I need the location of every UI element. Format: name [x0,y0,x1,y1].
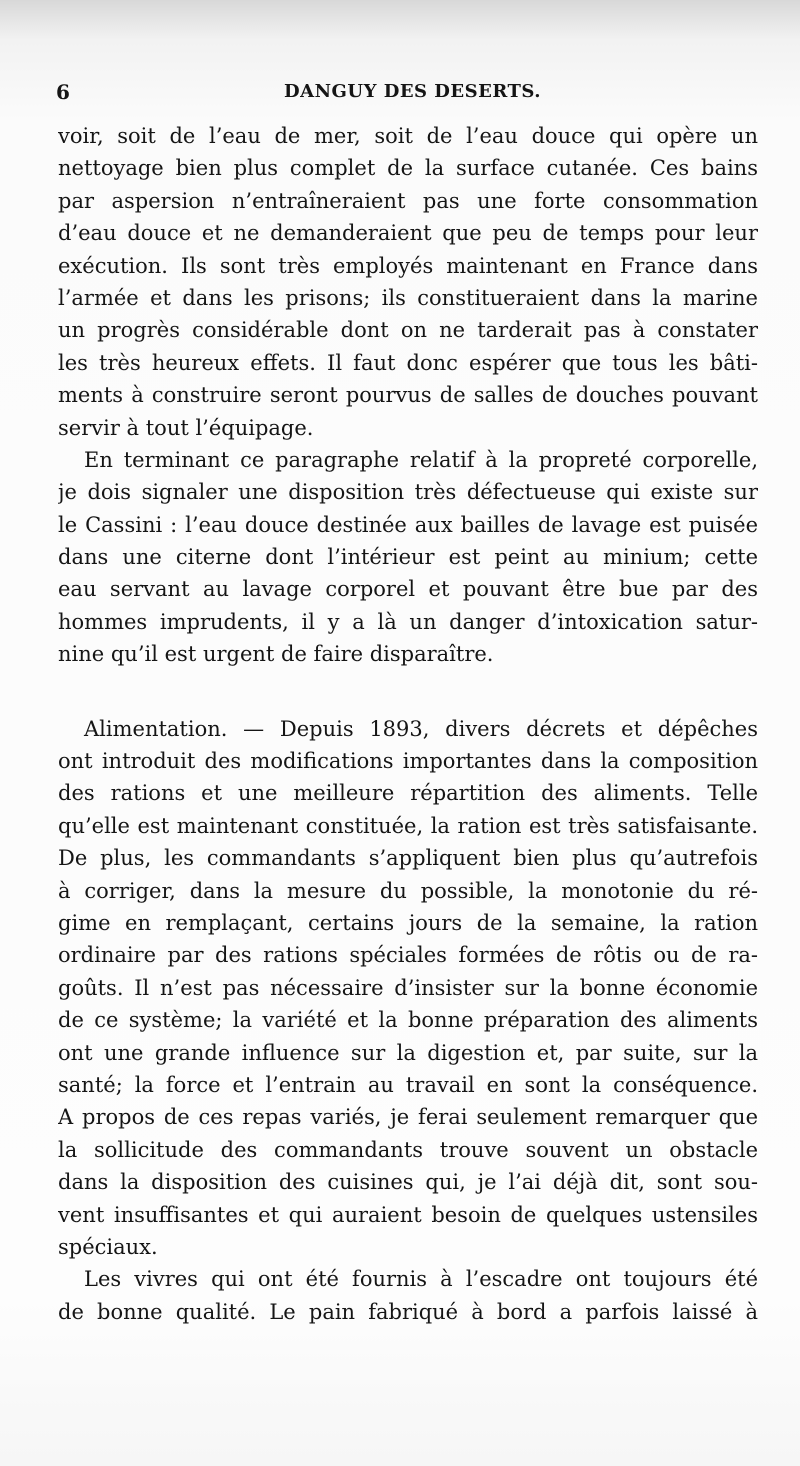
text-line: ont introduit des modifications importantes dans la composition [58,749,758,774]
text-line: le Cassini : l’eau douce destinée aux bailles de lavage est puisée [58,512,758,537]
page-number: 6 [56,80,70,104]
body-text [58,120,758,1328]
text-line: voir, soit de l’eau de mer, soit de l’eau douce qui opère un [58,124,758,148]
text-line: la sollicitude des commandants trouve souvent un obstacle [58,1137,758,1162]
text-line: dans la disposition des cuisines qui, je l’ai déjà dit, sont sou- [58,1170,758,1195]
text-line: un progrès considérable dont on ne tarderait pas à constater [58,318,758,343]
text-line: spéciaux. [58,1234,158,1259]
text-line: par aspersion n’entraîneraient pas une forte consommation [58,188,758,213]
text-line: goûts. Il n’est pas nécessaire d’insister sur la bonne économie [58,975,758,1000]
text-line: santé; la force et l’entrain au travail en sont la conséquence. [58,1072,758,1097]
text-line: des rations et une meilleure répartition des aliments. Telle [58,781,758,806]
text-line: nettoyage bien plus complet de la surface cutanée. Ces bains [58,156,758,181]
text-line: dans une citerne dont l’intérieur est peint au minium; cette [58,545,758,570]
text-line: servir à tout l’équipage. [58,415,314,440]
running-title: DANGUY DES DESERTS. [284,81,542,102]
text-line: hommes imprudents, il y a là un danger d’intoxication satur- [58,609,758,634]
text-line: A propos de ces repas variés, je ferai seulement remarquer que [58,1105,758,1130]
paragraph-alimentation [58,713,758,1264]
text-line: de bonne qualité. Le pain fabriqué à bord a parfois laissé à [58,1299,758,1324]
text-line: vent insuffisantes et qui auraient besoin de quelques ustensiles [58,1202,758,1227]
paragraph-cassini [58,444,758,671]
text-line: ments à construire seront pourvus de salles de douches pouvant [58,383,758,408]
text-line: à corriger, dans la mesure du possible, la monotonie du ré- [58,878,758,903]
text-line: de ce système; la variété et la bonne préparation des aliments [58,1008,758,1033]
text-line: gime en remplaçant, certains jours de la semaine, la ration [58,910,758,935]
text-line: les très heureux effets. Il faut donc espérer que tous les bâti- [58,350,758,375]
paragraph-propreté-continued [58,120,758,444]
text-line: d’eau douce et ne demanderaient que peu de temps pour leur [58,221,758,246]
text-line: nine qu’il est urgent de faire disparaître. [58,642,494,667]
text-line: je dois signaler une disposition très défectueuse qui existe sur [58,480,758,505]
text-line: exécution. Ils sont très employés maintenant en France dans [58,253,758,278]
text-line: eau servant au lavage corporel et pouvant être bue par des [58,577,758,602]
text-line: Les vivres qui ont été fournis à l’escadre ont toujours été [84,1267,758,1292]
text-line: Alimentation. — Depuis 1893, divers décrets et dépêches [84,716,758,741]
text-line: qu’elle est maintenant constituée, la ration est très satisfaisante. [58,813,758,838]
paragraph-vivres [58,1263,758,1328]
text-line: ordinaire par des rations spéciales formées de rôtis ou de ra- [58,943,758,968]
running-head [56,80,756,110]
text-line: En terminant ce paragraphe relatif à la propreté corporelle, [84,447,758,472]
section-gap [58,671,758,713]
text-line: De plus, les commandants s’appliquent bien plus qu’autrefois [58,846,758,871]
text-line: l’armée et dans les prisons; ils constitueraient dans la marine [58,285,758,310]
text-line: ont une grande influence sur la digestion et, par suite, sur la [58,1040,758,1065]
